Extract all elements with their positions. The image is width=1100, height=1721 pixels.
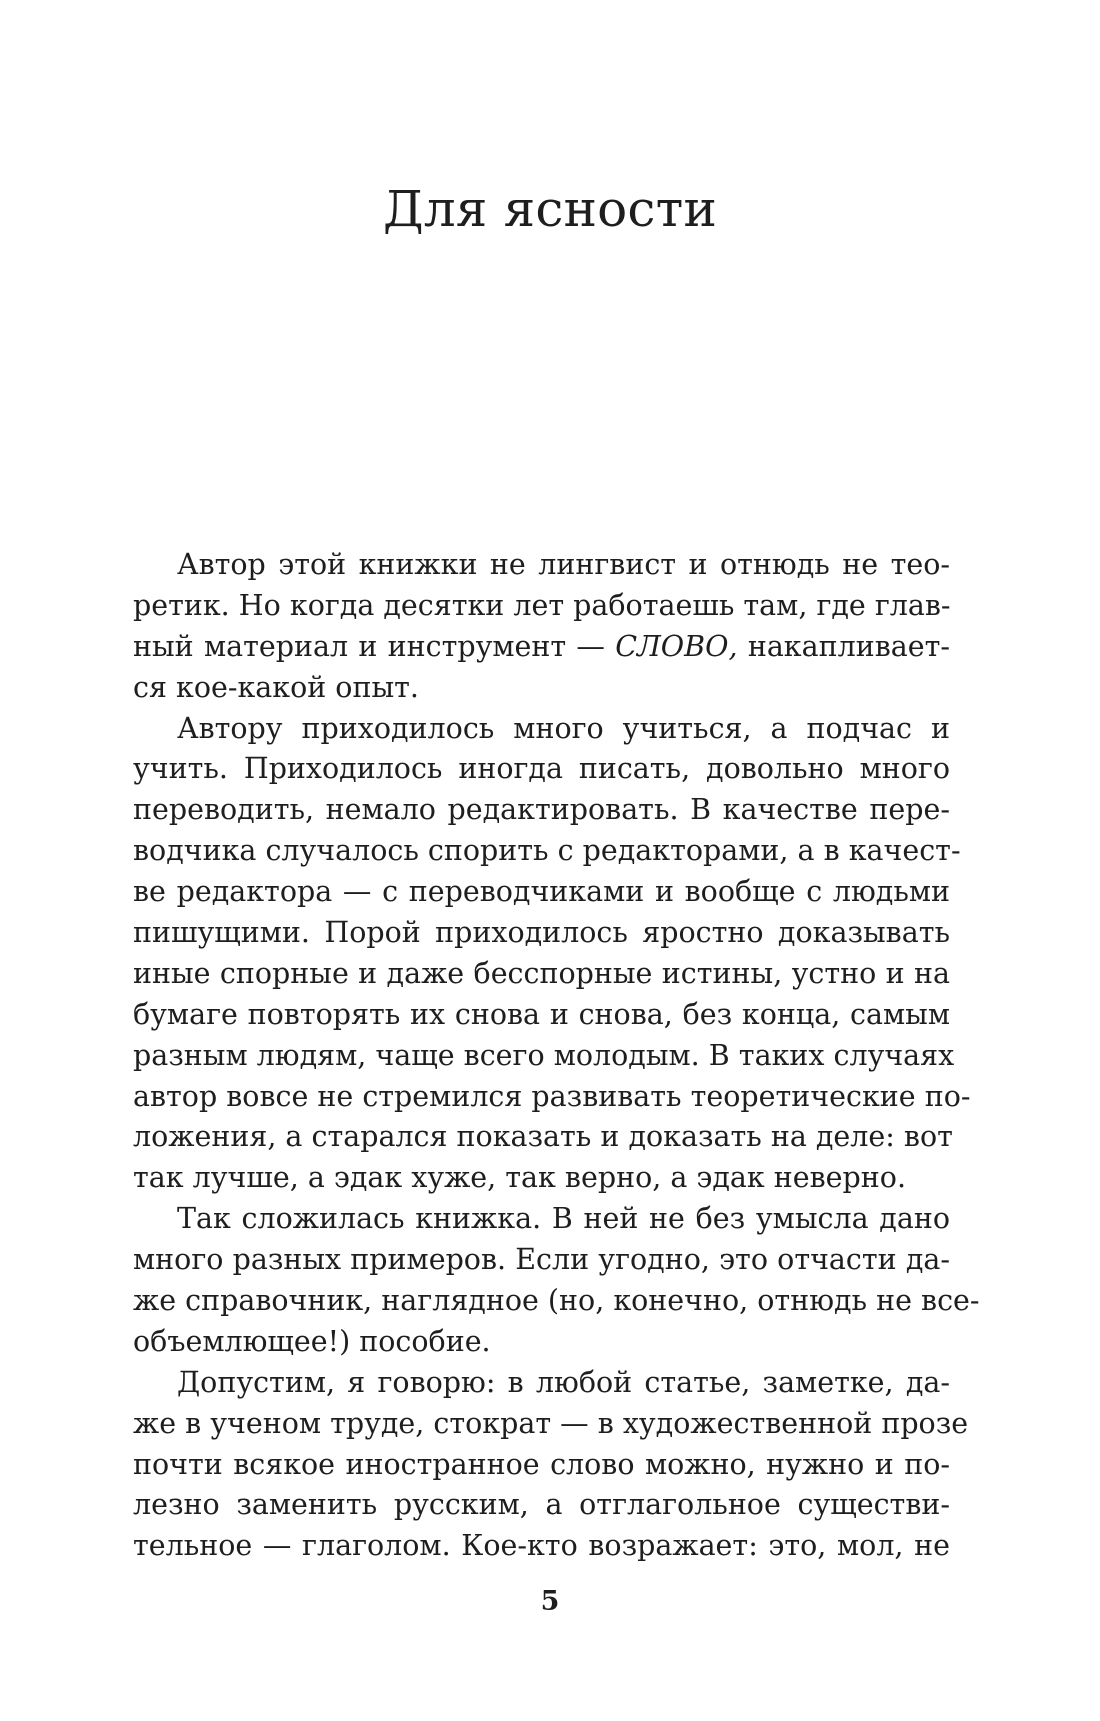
text-line: Допустим, я говорю: в любой статье, заметке, да-	[177, 1365, 950, 1399]
text-line: много разных примеров. Если угодно, это отчасти да-	[133, 1243, 950, 1277]
text-line: ложения, а старался показать и доказать на деле: вот	[133, 1120, 953, 1154]
body-text	[133, 545, 980, 1567]
text-line: так лучше, а эдак хуже, так верно, а эдак неверно.	[133, 1161, 907, 1195]
text-line: же справочник, наглядное (но, конечно, отнюдь не все-	[133, 1284, 980, 1318]
text-line: объемлющее!) пособие.	[133, 1324, 491, 1358]
text-line: ве редактора — с переводчиками и вообще с людьми	[133, 875, 950, 909]
chapter-title: Для ясности	[382, 180, 717, 238]
text-line: учить. Приходилось иногда писать, довольно много	[133, 752, 950, 786]
text-line: ретик. Но когда десятки лет работаешь там, где глав-	[133, 588, 951, 622]
text-line: почти всякое иностранное слово можно, нужно и по-	[133, 1447, 950, 1481]
text-line: водчика случалось спорить с редакторами, а в качест-	[133, 834, 961, 868]
text-segment: ный материал и инструмент —	[133, 629, 616, 663]
text-segment: накапливает-	[737, 629, 951, 663]
text-line: тельное — глаголом. Кое-кто возражает: это, мол, не	[133, 1529, 950, 1563]
text-line: пишущими. Порой приходилось яростно доказывать	[133, 916, 950, 950]
text-line: ся кое-какой опыт.	[133, 670, 419, 704]
text-line: бумаге повторять их снова и снова, без конца, самым	[133, 997, 950, 1031]
text-line: Автор этой книжки не лингвист и отнюдь не тео-	[177, 548, 950, 581]
text-line: автор вовсе не стремился развивать теоретические по-	[133, 1079, 971, 1113]
text-line: Так сложилась книжка. В ней не без умысла дано	[177, 1202, 950, 1236]
text-line	[133, 627, 950, 668]
text-line: иные спорные и даже бесспорные истины, устно и на	[133, 956, 950, 990]
page-number: 5	[540, 1586, 560, 1617]
emphasis-word: СЛОВО,	[615, 629, 738, 663]
text-line: переводить, немало редактировать. В качестве пере-	[133, 793, 950, 827]
text-line: лезно заменить русским, а отглагольное существи-	[133, 1488, 950, 1522]
text-line: Автору приходилось много учиться, а подчас и	[177, 711, 950, 745]
text-line: же в ученом труде, стократ — в художественной прозе	[133, 1406, 969, 1440]
text-line: разным людям, чаще всего молодым. В таких случаях	[133, 1038, 955, 1072]
